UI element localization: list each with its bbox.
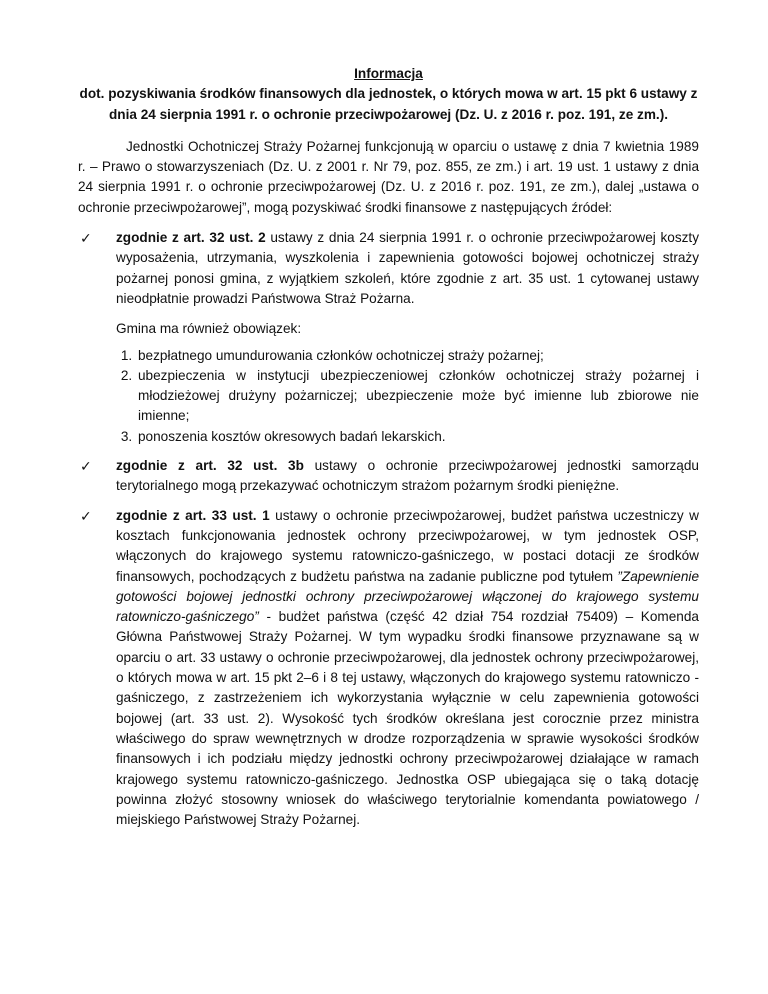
funding-source-item [78, 506, 699, 831]
duties-list [116, 346, 699, 447]
legal-reference: zgodnie z art. 32 ust. 2 [116, 230, 266, 246]
funding-source-text [116, 456, 699, 497]
task-title: ”Zapewnienie gotowości bojowej jednostki ochrony przeciwpożarowej włączonej do krajowego systemu ratowniczo-gaśniczego” [116, 568, 699, 625]
checkmark-icon: ✓ [80, 230, 92, 247]
funding-source-text [116, 228, 699, 309]
list-item: 2. ubezpieczenia w instytucji ubezpieczeniowej członków ochotniczej straży pożarnej i młodzieżowej drużyny pożarniczej; ubezpieczenie może być imienne lub zbiorowe nie imienne; [136, 366, 699, 427]
document-title: Informacja [354, 66, 423, 81]
list-item: 3. ponoszenia kosztów okresowych badań lekarskich. [136, 427, 699, 447]
funding-source-item [78, 456, 699, 497]
document-header [78, 64, 699, 125]
checkmark-icon: ✓ [80, 458, 92, 475]
document-subtitle: dot. pozyskiwania środków finansowych dla jednostek, o których mowa w art. 15 pkt 6 ustawy z dnia 24 sierpnia 1991 r. o ochronie przeciwpożarowej (Dz. U. z 2016 r. poz. 191, ze zm.). [79, 86, 698, 122]
funding-source-description: ustawy o ochronie przeciwpożarowej jednostki samorządu terytorialnego mogą przekazywać ochotniczym strażom pożarnym środki pieniężne. [116, 458, 699, 494]
funding-source-details: - budżet państwa (część 42 dział 754 rozdział 75409) – Komenda Główna Państwowej Straży Pożarnej. W tym wypadku środki finansowe przyznawane są w oparciu o art. 33 ustawy o ochronie przeciwpożarowej, dla jednostek ochrony przeciwpożarowej, o których mowa w art. 15 pkt 2–6 i 8 tej ustawy, włączonych do krajowego systemu ratowniczo - gaśniczego, z zastrzeżeniem ich wykorzystania wyłącznie w celu zapewnienia gotowości bojowej (art. 33 ust. 2). Wysokość tych środków określana jest corocznie przez ministra właściwego do spraw wewnętrznych w drodze rozporządzenia w sprawie wysokości środków finansowych i ich podziału między jednostki ochrony przeciwpożarowej działające w ramach krajowego systemu ratowniczo-gaśniczego. Jednostka OSP ubiegająca się o taką dotację powinna złożyć stosowny wniosek do właściwego terytorialnie komendanta powiatowego / miejskiego Państwowej Straży Pożarnej. [116, 609, 699, 828]
duties-intro: Gmina ma również obowiązek: [116, 321, 302, 337]
funding-source-description: ustawy o ochronie przeciwpożarowej, budżet państwa uczestniczy w kosztach funkcjonowania jednostek ochrony przeciwpożarowej, w tym jednostek OSP, włączonych do krajowego systemu ratowniczo-gaśniczego, w postaci dotacji ze środków finansowych, pochodzących z budżetu państwa na zadanie publiczne pod tytułem [116, 507, 700, 584]
legal-reference: zgodnie z art. 32 ust. 3b [116, 458, 304, 474]
funding-source-text [116, 506, 699, 831]
list-item: 1. bezpłatnego umundurowania członków ochotniczej straży pożarnej; [136, 346, 699, 366]
legal-reference: zgodnie z art. 33 ust. 1 [116, 507, 270, 523]
intro-paragraph: Jednostki Ochotniczej Straży Pożarnej funkcjonują w oparciu o ustawę z dnia 7 kwietnia 1989 r. – Prawo o stowarzyszeniach (Dz. U. z 2001 r. Nr 79, poz. 855, ze zm.) i art. 19 ust. 1 ustawy z dnia 24 sierpnia 1991 r. o ochronie przeciwpożarowej (Dz. U. z 2016 r. poz. 191, ze zm.), dalej „ustawa o ochronie przeciwpożarowej”, mogą pozyskiwać środki finansowe z następujących źródeł: [78, 138, 699, 215]
funding-source-item [78, 228, 699, 447]
document-page [78, 64, 699, 839]
checkmark-icon: ✓ [80, 507, 92, 524]
funding-source-description: ustawy z dnia 24 sierpnia 1991 r. o ochronie przeciwpożarowej koszty wyposażenia, utrzymania, wyszkolenia i zapewnienia gotowości bojowej ochotniczej straży pożarnej ponosi gmina, z wyjątkiem szkoleń, które zgodnie z art. 35 ust. 1 cytowanej ustawy nieodpłatnie prowadzi Państwowa Straż Pożarna. [116, 230, 700, 306]
